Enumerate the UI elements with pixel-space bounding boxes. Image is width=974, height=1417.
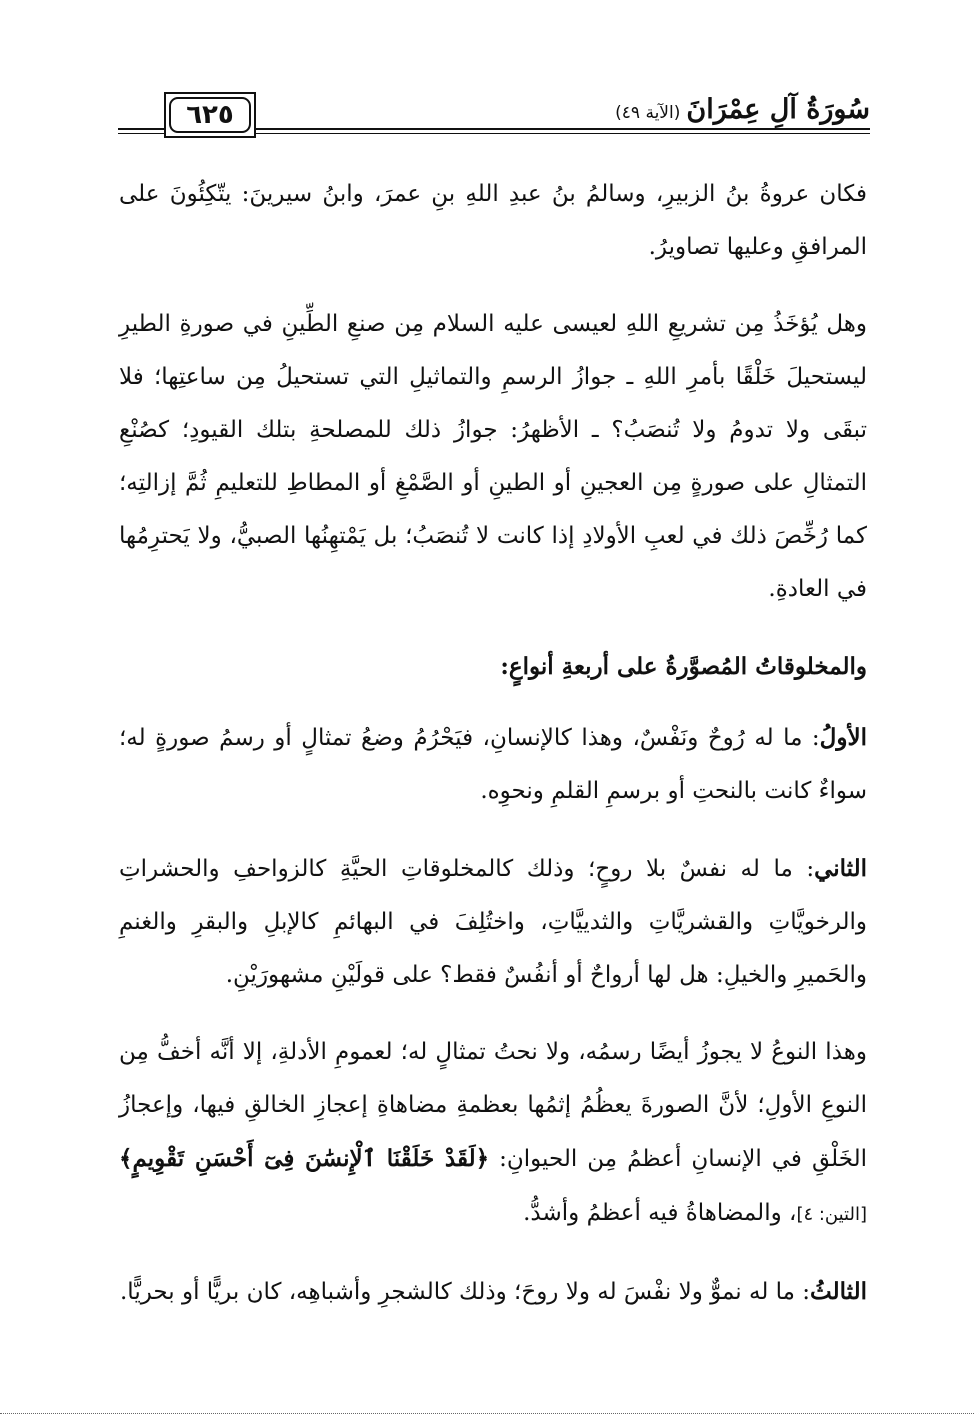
paragraph-lead: الأولُ bbox=[819, 724, 867, 751]
paragraph-text-end: ، والمضاهاةُ فيه أعظمُ وأشدُّ. bbox=[523, 1200, 797, 1226]
section-heading bbox=[119, 640, 867, 693]
page-header bbox=[118, 92, 870, 146]
heading-text: والمخلوقاتُ المُصوَّرةُ على أربعةِ أنواعٍ: bbox=[500, 653, 867, 680]
paragraph bbox=[119, 298, 867, 616]
running-head bbox=[607, 94, 870, 125]
paragraph-text: : ما له نفسٌ بلا روحٍ؛ وذلك كالمخلوقاتِ الحيَّةِ كالزواحفِ والحشراتِ والرخويَّاتِ والقشريَّاتِ والثدييَّاتِ، واختُلِفَ في البهائمِ كالإبلِ والبقرِ والغنمِ والحَميرِ والخيلِ: هل لها أرواحٌ أو أنفُسٌ فقط؟ على قولَيْنِ مشهورَيْنِ. bbox=[119, 856, 867, 988]
paragraph-lead: الثاني bbox=[814, 855, 867, 882]
verse-citation: [التين: ٤] bbox=[796, 1204, 867, 1225]
paragraph-text: وهذا النوعُ لا يجوزُ أيضًا رسمُه، ولا نحتُ تمثالٍ له؛ لعمومِ الأدلةِ، إلا أنَّه أخفُّ مِن النوعِ الأولِ؛ لأنَّ الصورةَ يعظُمُ إثمُها بعظمةِ مضاهاةِ إعجازِ الخالقِ فيها، وإعجازُ الخَلْقِ في الإنسانِ أعظمُ مِن الحيوانِ: bbox=[119, 1039, 867, 1172]
paragraph-text: وهل يُؤخَذُ مِن تشريعِ اللهِ لعيسى عليه السلام مِن صنعِ الطِّينِ في صورةِ الطيرِ ليستحيلَ خَلْقًا بأمرِ اللهِ ـ جوازُ الرسمِ والتماثيلِ التي تستحيلُ مِن ساعتِها؛ فلا تبقَى ولا تدومُ ولا تُنصَبُ؟ ـ الأظهرُ: جوازُ ذلك للمصلحةِ بتلك القيودِ؛ كصُنْعِ التمثالِ على صورةٍ مِن العجينِ أو الطينِ أو الصَّمْغِ أو المطاطِ للتعليمِ ثُمَّ إزالتِه؛ كما رُخِّصَ ذلك في لعبِ الأولادِ إذا كانت لا تُنصَبُ؛ بل يَمْتهِنُها الصبيُّ، ولا يَحترِمُها في العادةِ. bbox=[119, 311, 867, 602]
paragraph-text: : ما له رُوحٌ ونَفْسٌ، وهذا كالإنسانِ، فيَحْرُمُ وضعُ تمثالٍ أو رسمُ صورةٍ له؛ سواءٌ كانت بالنحتِ أو برسمِ القلمِ ونحوِه. bbox=[119, 725, 867, 804]
paragraph bbox=[119, 168, 867, 274]
ayah-reference: (الآية ٤٩) bbox=[615, 103, 681, 123]
paragraph bbox=[119, 711, 867, 818]
paragraph bbox=[119, 1265, 867, 1319]
page-number: ٦٢٥ bbox=[169, 97, 251, 133]
page-bottom-edge bbox=[0, 1413, 974, 1414]
quran-verse: ﴿لَقَدْ خَلَقْنَا ٱلْإِنسَٰنَ فِىٓ أَحْسَنِ تَقْوِيمٍ﴾ bbox=[119, 1145, 490, 1172]
page-body bbox=[119, 168, 867, 1343]
paragraph bbox=[119, 1026, 867, 1241]
paragraph-lead: الثالثُ bbox=[810, 1278, 867, 1305]
page-number-frame bbox=[164, 92, 256, 138]
paragraph bbox=[119, 842, 867, 1002]
paragraph-text: : ما له نموٌّ ولا نفْسَ له ولا روحَ؛ وذلك كالشجرِ وأشباهِه، كان بريًّا أو بحريًّا. bbox=[120, 1279, 811, 1305]
surah-name: سُورَةُ آلِ عِمْرَانَ bbox=[686, 94, 870, 125]
paragraph-text: فكان عروةُ بنُ الزبيرِ، وسالمُ بنُ عبدِ اللهِ بنِ عمرَ، وابنُ سيرينَ: يتّكِئُونَ على المرافقِ وعليها تصاويرُ. bbox=[119, 181, 867, 260]
